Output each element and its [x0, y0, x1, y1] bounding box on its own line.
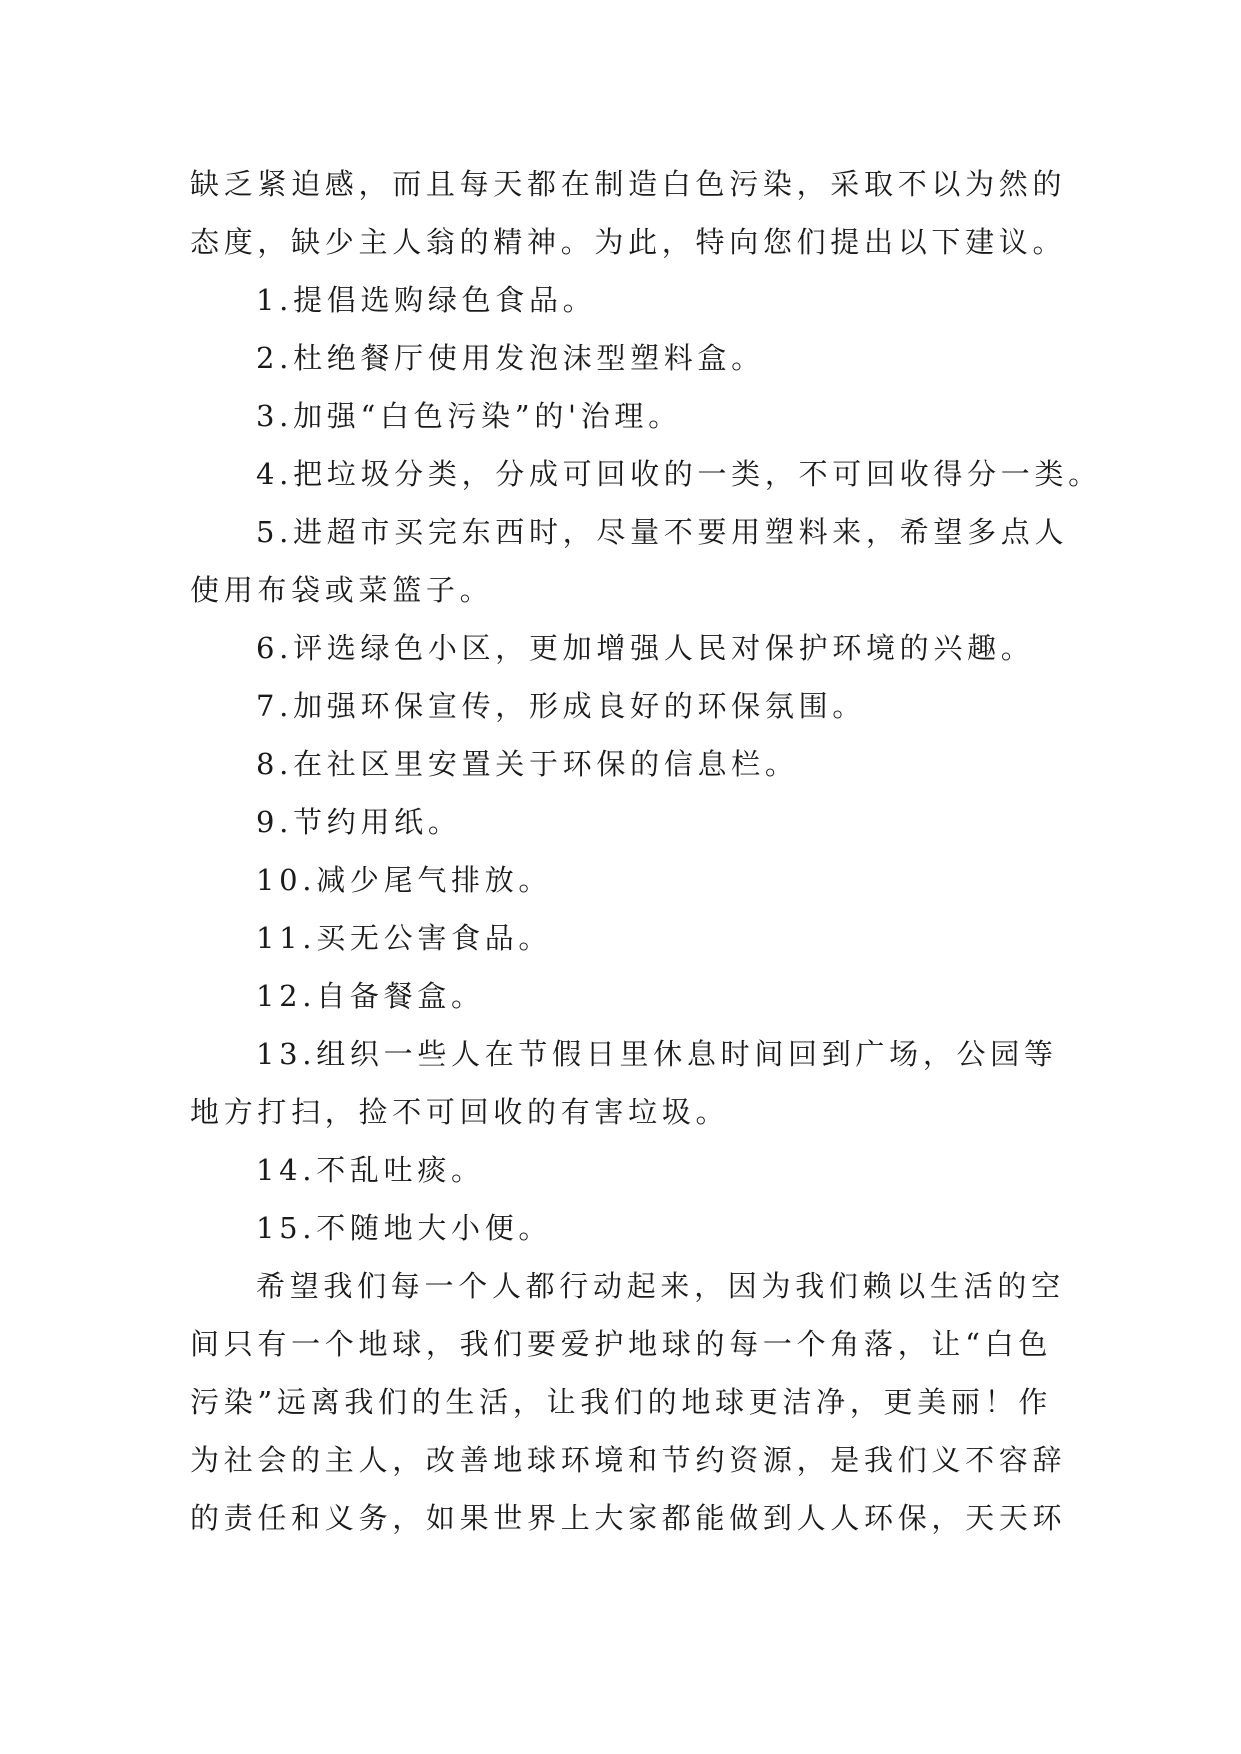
closing-paragraph-line: 间只有一个地球，我们要爱护地球的每一个角落，让“白色 [190, 1327, 1053, 1361]
body-line: 缺乏紧迫感，而且每天都在制造白色污染，采取不以为然的 [190, 167, 1067, 201]
closing-paragraph-line: 希望我们每一个人都行动起来，因为我们赖以生活的空 [256, 1269, 1065, 1303]
suggestion-item-continuation: 使用布袋或菜篮子。 [190, 573, 494, 607]
suggestion-item: 14.不乱吐痰。 [256, 1153, 485, 1187]
suggestion-item: 6.评选绿色小区，更加增强人民对保护环境的兴趣。 [256, 631, 1035, 665]
closing-paragraph-line: 污染”远离我们的生活，让我们的地球更洁净，更美丽！作 [190, 1385, 1053, 1419]
suggestion-item: 4.把垃圾分类，分成可回收的一类，不可回收得分一类。 [256, 457, 1102, 491]
suggestion-item: 1.提倡选购绿色食品。 [256, 283, 597, 317]
suggestion-item: 3.加强“白色污染”的'治理。 [256, 399, 682, 433]
suggestion-item: 9.节约用纸。 [256, 805, 462, 839]
closing-paragraph-line: 为社会的主人，改善地球环境和节约资源，是我们义不容辞 [190, 1443, 1067, 1477]
suggestion-item: 10.减少尾气排放。 [256, 863, 553, 897]
suggestion-item-continuation: 地方打扫，捡不可回收的有害垃圾。 [190, 1095, 730, 1129]
suggestion-item: 8.在社区里安置关于环保的信息栏。 [256, 747, 799, 781]
suggestion-item: 15.不随地大小便。 [256, 1211, 553, 1245]
suggestion-item: 13.组织一些人在节假日里休息时间回到广场，公园等 [256, 1037, 1058, 1071]
document-body [190, 155, 1102, 1547]
suggestion-item: 5.进超市买完东西时，尽量不要用塑料来，希望多点人 [256, 515, 1069, 549]
suggestion-item: 7.加强环保宣传，形成良好的环保氛围。 [256, 689, 866, 723]
suggestion-item: 2.杜绝餐厅使用发泡沫型塑料盒。 [256, 341, 765, 375]
closing-paragraph-line: 的责任和义务，如果世界上大家都能做到人人环保，天天环 [190, 1501, 1067, 1535]
suggestion-item: 11.买无公害食品。 [256, 921, 553, 955]
suggestion-item: 12.自备餐盒。 [256, 979, 485, 1013]
body-line: 态度，缺少主人翁的精神。为此，特向您们提出以下建议。 [190, 225, 1067, 259]
